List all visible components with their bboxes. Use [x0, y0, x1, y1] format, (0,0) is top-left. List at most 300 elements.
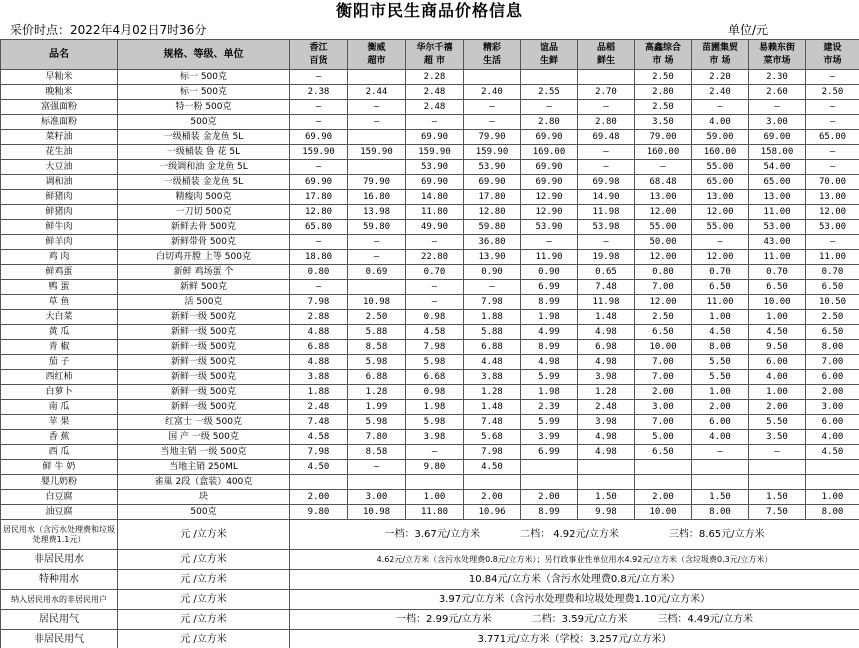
price-cell: — — [348, 460, 406, 475]
table-row — [1, 325, 859, 340]
price-cell: 1.98 — [406, 400, 464, 415]
product-spec: 标一 500克 — [118, 85, 290, 100]
price-cell: — — [521, 235, 578, 250]
price-cell: 8.00 — [806, 340, 859, 355]
price-cell: 2.30 — [749, 70, 806, 85]
product-spec: 一级调和油 金龙鱼 5L — [118, 160, 290, 175]
price-cell: — — [806, 70, 859, 85]
price-cell: — — [464, 115, 521, 130]
price-cell: 11.00 — [692, 295, 749, 310]
price-cell: 10.00 — [635, 340, 692, 355]
price-cell: 0.70 — [806, 265, 859, 280]
price-cell: 12.80 — [290, 205, 348, 220]
price-cell: 2.48 — [406, 85, 464, 100]
price-cell: — — [348, 100, 406, 115]
product-spec: 标一 500克 — [118, 70, 290, 85]
product-name: 香 蕉 — [1, 430, 118, 445]
utility-unit: 元 /立方米 — [118, 520, 290, 550]
price-cell: 4.50 — [806, 445, 859, 460]
price-cell: 6.00 — [806, 415, 859, 430]
table-row — [1, 190, 859, 205]
price-cell: 3.88 — [290, 370, 348, 385]
price-cell: 18.80 — [290, 250, 348, 265]
page-title: 衡阳市民生商品价格信息 — [335, 1, 523, 20]
price-cell: 12.00 — [635, 250, 692, 265]
price-cell: — — [348, 250, 406, 265]
price-cell: 6.50 — [635, 445, 692, 460]
price-cell — [806, 475, 859, 490]
price-cell: 7.00 — [635, 355, 692, 370]
price-cell: — — [806, 145, 859, 160]
price-cell: 65.00 — [692, 175, 749, 190]
price-cell: 1.98 — [521, 310, 578, 325]
price-cell — [692, 460, 749, 475]
price-cell — [578, 460, 635, 475]
product-name: 调和油 — [1, 175, 118, 190]
price-cell: 5.98 — [406, 355, 464, 370]
product-name: 鲜羊肉 — [1, 235, 118, 250]
product-name: 鲜鸡蛋 — [1, 265, 118, 280]
price-cell: 1.50 — [692, 490, 749, 505]
price-cell: 55.00 — [635, 220, 692, 235]
price-cell: 5.99 — [521, 370, 578, 385]
price-cell: 79.00 — [635, 130, 692, 145]
price-cell: 4.98 — [578, 355, 635, 370]
price-cell: — — [290, 280, 348, 295]
price-cell: 2.48 — [290, 400, 348, 415]
price-cell: 13.00 — [635, 190, 692, 205]
price-cell: 1.50 — [749, 490, 806, 505]
price-cell: — — [406, 235, 464, 250]
product-name: 西红柿 — [1, 370, 118, 385]
price-cell: 11.98 — [578, 295, 635, 310]
table-row — [1, 280, 859, 295]
price-cell — [348, 70, 406, 85]
product-name: 鲜猪肉 — [1, 205, 118, 220]
price-cell: 5.88 — [348, 325, 406, 340]
price-cell: — — [692, 445, 749, 460]
product-spec: 一级桶装 鲁 花 5L — [118, 145, 290, 160]
product-spec: 精瘦肉 500克 — [118, 190, 290, 205]
price-cell: 1.48 — [464, 400, 521, 415]
price-cell: 11.80 — [406, 205, 464, 220]
utility-row — [1, 570, 859, 590]
price-cell: 1.00 — [749, 310, 806, 325]
price-cell: 2.48 — [578, 400, 635, 415]
product-spec: 新鲜带骨 500克 — [118, 235, 290, 250]
price-cell: 1.98 — [521, 385, 578, 400]
price-cell: 6.68 — [406, 370, 464, 385]
table-row — [1, 310, 859, 325]
price-cell: 12.00 — [806, 205, 859, 220]
price-cell: — — [290, 115, 348, 130]
utility-name: 特种用水 — [1, 570, 118, 590]
product-spec: 新鲜一级 500克 — [118, 310, 290, 325]
utility-row — [1, 550, 859, 570]
price-cell: 2.00 — [635, 490, 692, 505]
product-spec: 新鲜 500克 — [118, 280, 290, 295]
price-cell: — — [406, 280, 464, 295]
price-cell: 5.50 — [692, 370, 749, 385]
price-cell: 2.40 — [464, 85, 521, 100]
price-cell: 0.90 — [464, 265, 521, 280]
price-cell: 2.70 — [578, 85, 635, 100]
table-row — [1, 130, 859, 145]
price-cell: 4.99 — [521, 325, 578, 340]
price-cell: — — [635, 160, 692, 175]
price-cell: 16.80 — [348, 190, 406, 205]
price-cell: 7.98 — [406, 340, 464, 355]
price-cell: — — [806, 235, 859, 250]
table-row — [1, 160, 859, 175]
price-cell: 159.90 — [290, 145, 348, 160]
price-cell: — — [521, 100, 578, 115]
price-cell: — — [290, 235, 348, 250]
price-cell: 65.00 — [749, 175, 806, 190]
product-name: 鸭 蛋 — [1, 280, 118, 295]
product-spec: 雀巢 2段（盒装）400克 — [118, 475, 290, 490]
price-cell: — — [692, 100, 749, 115]
price-cell: 160.00 — [692, 145, 749, 160]
price-cell: 7.48 — [464, 415, 521, 430]
price-cell: 9.98 — [578, 505, 635, 520]
price-cell: 159.90 — [464, 145, 521, 160]
price-cell: 50.00 — [635, 235, 692, 250]
table-row — [1, 505, 859, 520]
price-cell: 9.80 — [406, 460, 464, 475]
product-name: 草 鱼 — [1, 295, 118, 310]
price-cell — [348, 475, 406, 490]
price-cell — [749, 460, 806, 475]
price-cell: — — [406, 295, 464, 310]
utility-price: 10.84元/立方米（含污水处理费0.8元/立方米） — [290, 570, 859, 590]
column-header-store: 华尔千禧 超 市 — [406, 40, 464, 70]
price-cell: 70.00 — [806, 175, 859, 190]
price-cell: 0.90 — [521, 265, 578, 280]
price-cell: 0.70 — [749, 265, 806, 280]
product-spec: 一级桶装 金龙鱼 5L — [118, 130, 290, 145]
price-cell — [348, 280, 406, 295]
utility-row — [1, 520, 859, 550]
price-cell: 2.80 — [578, 115, 635, 130]
price-cell: — — [290, 100, 348, 115]
price-cell: 69.98 — [578, 175, 635, 190]
price-cell: 4.98 — [578, 445, 635, 460]
price-cell — [290, 475, 348, 490]
price-cell: 2.88 — [290, 310, 348, 325]
price-cell: 1.00 — [692, 310, 749, 325]
product-name: 茄 子 — [1, 355, 118, 370]
table-row — [1, 430, 859, 445]
price-cell: 6.98 — [578, 340, 635, 355]
price-cell: 2.38 — [290, 85, 348, 100]
price-cell: 6.50 — [692, 280, 749, 295]
product-spec: 新鲜一级 500克 — [118, 385, 290, 400]
price-cell: — — [464, 280, 521, 295]
price-cell: 8.99 — [521, 295, 578, 310]
price-cell: 13.00 — [749, 190, 806, 205]
price-cell: 7.50 — [749, 505, 806, 520]
price-cell: — — [348, 115, 406, 130]
price-cell: 1.50 — [578, 490, 635, 505]
price-cell: 4.50 — [749, 325, 806, 340]
price-cell: — — [806, 160, 859, 175]
price-cell: 1.28 — [578, 385, 635, 400]
table-row — [1, 400, 859, 415]
utility-name: 非居民用气 — [1, 630, 118, 648]
table-row — [1, 385, 859, 400]
price-cell: 3.98 — [578, 370, 635, 385]
price-cell: 10.96 — [464, 505, 521, 520]
price-cell: 2.00 — [521, 490, 578, 505]
table-row — [1, 145, 859, 160]
price-cell: 9.80 — [290, 505, 348, 520]
utility-name: 居民用气 — [1, 610, 118, 630]
product-spec: 白切鸡开膛 上等 500克 — [118, 250, 290, 265]
price-cell: 68.48 — [635, 175, 692, 190]
price-cell: 2.28 — [406, 70, 464, 85]
price-cell: 59.80 — [348, 220, 406, 235]
price-cell: 69.90 — [290, 130, 348, 145]
price-cell: 19.98 — [578, 250, 635, 265]
column-header-store: 品稻 鲜生 — [578, 40, 635, 70]
price-cell: 158.00 — [749, 145, 806, 160]
price-cell: 6.99 — [521, 445, 578, 460]
utility-unit: 元 /立方米 — [118, 570, 290, 590]
price-cell: 69.90 — [521, 130, 578, 145]
price-cell: 8.58 — [348, 445, 406, 460]
product-name: 大白菜 — [1, 310, 118, 325]
price-cell: 6.50 — [806, 280, 859, 295]
utility-unit: 元 /立方米 — [118, 630, 290, 648]
price-cell: 6.00 — [806, 370, 859, 385]
price-cell: 65.80 — [290, 220, 348, 235]
price-cell: 2.48 — [406, 100, 464, 115]
utility-unit: 元 /立方米 — [118, 550, 290, 570]
price-cell: 1.00 — [692, 385, 749, 400]
price-cell: 6.50 — [806, 325, 859, 340]
price-cell — [464, 475, 521, 490]
price-cell: 5.88 — [464, 325, 521, 340]
price-cell — [521, 70, 578, 85]
price-cell — [406, 475, 464, 490]
price-cell: 12.00 — [692, 205, 749, 220]
price-cell: 69.90 — [521, 175, 578, 190]
price-cell: — — [749, 100, 806, 115]
price-cell: 5.98 — [348, 355, 406, 370]
price-cell — [635, 460, 692, 475]
price-cell: 1.28 — [464, 385, 521, 400]
product-name: 早籼米 — [1, 70, 118, 85]
price-cell — [521, 460, 578, 475]
product-spec: 一刀切 500克 — [118, 205, 290, 220]
price-cell: 13.98 — [348, 205, 406, 220]
price-cell: 3.98 — [406, 430, 464, 445]
product-spec: 国 产 一级 500克 — [118, 430, 290, 445]
price-cell: 7.80 — [348, 430, 406, 445]
price-cell: 7.98 — [290, 445, 348, 460]
price-cell: 7.98 — [290, 295, 348, 310]
price-cell: 2.55 — [521, 85, 578, 100]
price-cell: 1.00 — [749, 385, 806, 400]
price-cell: 1.88 — [290, 385, 348, 400]
product-name: 黄 瓜 — [1, 325, 118, 340]
price-cell: 12.90 — [521, 205, 578, 220]
price-cell: 53.90 — [464, 160, 521, 175]
price-cell: — — [578, 235, 635, 250]
price-cell: 2.00 — [464, 490, 521, 505]
price-cell: 2.60 — [749, 85, 806, 100]
price-cell: 0.80 — [635, 265, 692, 280]
price-cell: 5.50 — [749, 415, 806, 430]
product-spec: 新鲜 鸡场蛋 个 — [118, 265, 290, 280]
utility-price: 一档：2.99元/立方米 二档：3.59元/立方米 三档：4.49元/立方米 — [290, 610, 859, 630]
price-cell: 10.98 — [348, 505, 406, 520]
price-cell: 4.98 — [578, 325, 635, 340]
price-cell: 7.98 — [464, 295, 521, 310]
utility-price: 3.771元/立方米（学校：3.257元/立方米） — [290, 630, 859, 648]
price-cell: 2.50 — [806, 85, 859, 100]
table-row — [1, 85, 859, 100]
price-cell: 69.90 — [406, 175, 464, 190]
product-name: 油豆腐 — [1, 505, 118, 520]
utility-price: 3.97元/立方米（含污水处理费和垃圾处理费1.10元/立方米） — [290, 590, 859, 610]
price-cell: 79.90 — [348, 175, 406, 190]
utility-name: 居民用水（含污水处理费和垃圾处理费1.1元） — [1, 520, 118, 550]
price-cell: 8.00 — [806, 505, 859, 520]
price-cell: 6.50 — [749, 280, 806, 295]
price-cell: 9.50 — [749, 340, 806, 355]
header-row — [1, 40, 859, 70]
product-spec: 一级桶装 金龙鱼 5L — [118, 175, 290, 190]
price-cell: 5.50 — [692, 355, 749, 370]
product-spec: 新鲜去骨 500克 — [118, 220, 290, 235]
table-row — [1, 205, 859, 220]
price-cell: 4.00 — [749, 370, 806, 385]
price-cell: 2.50 — [635, 70, 692, 85]
price-cell: 2.20 — [692, 70, 749, 85]
price-cell — [806, 460, 859, 475]
table-row — [1, 220, 859, 235]
table-row — [1, 175, 859, 190]
price-cell: 7.00 — [635, 280, 692, 295]
product-name: 晚籼米 — [1, 85, 118, 100]
price-cell: — — [348, 235, 406, 250]
price-cell: 5.68 — [464, 430, 521, 445]
price-cell: 0.80 — [290, 265, 348, 280]
price-cell: 0.69 — [348, 265, 406, 280]
price-cell: — — [578, 100, 635, 115]
column-header-store: 建设 市场 — [806, 40, 859, 70]
price-cell: 53.90 — [521, 220, 578, 235]
column-header-store: 苗圃集贸 市 场 — [692, 40, 749, 70]
table-row — [1, 115, 859, 130]
price-cell: 2.44 — [348, 85, 406, 100]
table-row — [1, 235, 859, 250]
price-cell: 36.80 — [464, 235, 521, 250]
product-spec: 特一粉 500克 — [118, 100, 290, 115]
price-cell: 7.00 — [635, 370, 692, 385]
price-cell: 54.00 — [749, 160, 806, 175]
price-cell: 12.80 — [464, 205, 521, 220]
table-row — [1, 370, 859, 385]
price-cell: 10.98 — [348, 295, 406, 310]
utility-price: 4.62元/立方米（含污水处理费0.8元/立方米）；另行政事业性单位用水4.92元/立方米（含垃圾费0.3元/立方米） — [290, 550, 859, 570]
price-cell: 3.00 — [749, 115, 806, 130]
price-cell: 4.58 — [406, 325, 464, 340]
price-cell: 6.00 — [749, 355, 806, 370]
price-cell: 7.00 — [806, 355, 859, 370]
price-cell: 4.88 — [290, 355, 348, 370]
price-cell: 1.00 — [806, 490, 859, 505]
price-cell: 3.00 — [348, 490, 406, 505]
product-spec: 活 500克 — [118, 295, 290, 310]
price-cell: 11.98 — [578, 205, 635, 220]
price-cell: — — [290, 160, 348, 175]
price-cell: 1.48 — [578, 310, 635, 325]
product-spec: 当地主销 一级 500克 — [118, 445, 290, 460]
product-name: 西 瓜 — [1, 445, 118, 460]
product-name: 鲜牛肉 — [1, 220, 118, 235]
price-cell: 11.00 — [749, 205, 806, 220]
price-cell: 1.28 — [348, 385, 406, 400]
price-cell: 55.00 — [692, 160, 749, 175]
price-cell: 3.00 — [635, 400, 692, 415]
price-cell: 2.00 — [692, 400, 749, 415]
price-cell: 3.99 — [521, 430, 578, 445]
price-cell: — — [406, 445, 464, 460]
product-spec: 红富士 一级 500克 — [118, 415, 290, 430]
price-cell: 6.88 — [290, 340, 348, 355]
price-cell: 4.00 — [806, 430, 859, 445]
product-spec: 新鲜一级 500克 — [118, 340, 290, 355]
price-cell: 8.99 — [521, 505, 578, 520]
product-name: 菜籽油 — [1, 130, 118, 145]
utility-price: 一档：3.67元/立方米 二档： 4.92元/立方米 三档：8.65元/立方米 — [290, 520, 859, 550]
price-cell: 2.50 — [635, 310, 692, 325]
table-row — [1, 100, 859, 115]
price-cell: 7.48 — [578, 280, 635, 295]
price-cell: 5.00 — [635, 430, 692, 445]
price-cell: 53.98 — [578, 220, 635, 235]
price-cell: 10.50 — [806, 295, 859, 310]
price-cell: 4.88 — [290, 325, 348, 340]
price-cell: — — [290, 70, 348, 85]
price-cell: 4.98 — [578, 430, 635, 445]
price-cell: 8.00 — [692, 505, 749, 520]
price-cell: 5.98 — [348, 415, 406, 430]
product-name: 鲜 牛 奶 — [1, 460, 118, 475]
price-cell: 2.50 — [806, 310, 859, 325]
column-header-name: 品名 — [1, 40, 118, 70]
price-cell: 0.65 — [578, 265, 635, 280]
price-cell: 7.48 — [290, 415, 348, 430]
price-cell: 17.80 — [464, 190, 521, 205]
price-cell: 6.88 — [348, 370, 406, 385]
price-cell — [464, 70, 521, 85]
product-name: 婴儿奶粉 — [1, 475, 118, 490]
price-cell: 53.00 — [806, 220, 859, 235]
column-header-store: 衡威 超市 — [348, 40, 406, 70]
product-name: 富强面粉 — [1, 100, 118, 115]
price-cell: 53.00 — [749, 220, 806, 235]
price-cell: 12.90 — [521, 190, 578, 205]
price-cell: 3.50 — [749, 430, 806, 445]
price-table — [0, 39, 859, 648]
price-cell: 11.80 — [406, 505, 464, 520]
product-name: 青 椒 — [1, 340, 118, 355]
table-row — [1, 490, 859, 505]
